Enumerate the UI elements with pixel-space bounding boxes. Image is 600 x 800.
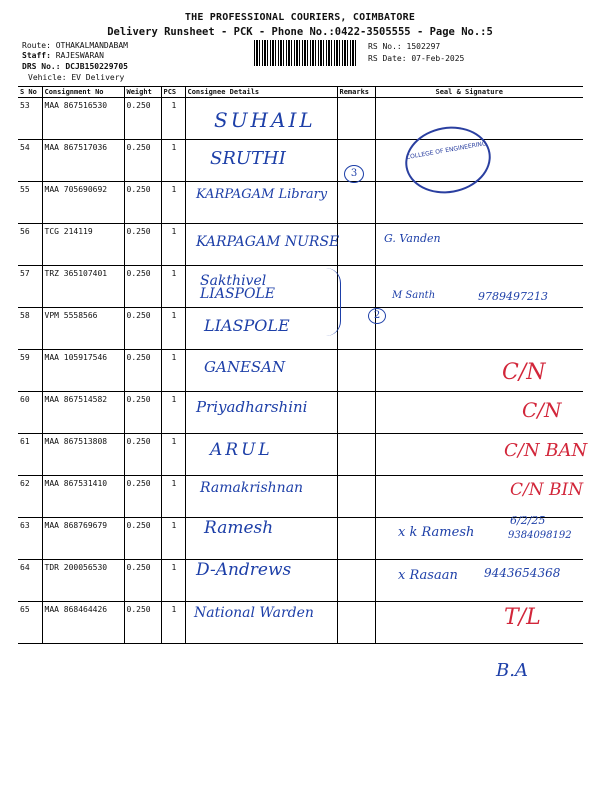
- grouping-bracket: [326, 268, 341, 336]
- sno-cell: 58: [18, 308, 42, 350]
- table-row: [18, 308, 583, 350]
- signature: x k Ramesh: [398, 525, 475, 540]
- consignee-handwriting: GANESAN: [204, 358, 286, 376]
- weight-cell: 0.250: [124, 308, 161, 350]
- sno-cell: 59: [18, 350, 42, 392]
- drs-label: DRS No.:: [22, 62, 61, 71]
- sno-cell: 65: [18, 602, 42, 644]
- sno-cell: 61: [18, 434, 42, 476]
- signature-cell: [375, 602, 583, 644]
- consignee-handwriting: KARPAGAM Library: [196, 187, 328, 202]
- sno-cell: 62: [18, 476, 42, 518]
- cn-mark: C/N BAN: [504, 440, 588, 461]
- cn-mark: C/N: [502, 360, 546, 385]
- remark-circle: 3: [344, 165, 364, 183]
- remarks-cell: [337, 392, 375, 434]
- sno-cell: 57: [18, 266, 42, 308]
- weight-cell: 0.250: [124, 266, 161, 308]
- remarks-cell: [337, 434, 375, 476]
- consignee-handwriting: D-Andrews: [196, 560, 292, 580]
- pcs-cell: 1: [161, 308, 185, 350]
- seal-text: COLLEGE OF ENGINEERING: [405, 140, 488, 162]
- sno-cell: 63: [18, 518, 42, 560]
- weight-cell: 0.250: [124, 476, 161, 518]
- footer-initials: B.A: [496, 660, 528, 681]
- pcs-cell: 1: [161, 98, 185, 140]
- pcs-cell: 1: [161, 518, 185, 560]
- signature: M Santh: [392, 290, 436, 301]
- consignment-cell: TCG 214119: [42, 224, 124, 266]
- consignee-handwriting: LIASPOLE: [204, 316, 290, 335]
- consignment-cell: MAA 705690692: [42, 182, 124, 224]
- weight-cell: 0.250: [124, 434, 161, 476]
- signature-cell: [375, 308, 583, 350]
- consignee-handwriting: Ramakrishnan: [200, 480, 304, 496]
- remarks-cell: [337, 224, 375, 266]
- col-header-pcs: PCS: [161, 87, 185, 98]
- weight-cell: 0.250: [124, 602, 161, 644]
- remark-circle: 2: [368, 308, 386, 324]
- remarks-cell: [337, 560, 375, 602]
- consignment-cell: MAA 105917546: [42, 350, 124, 392]
- sno-cell: 53: [18, 98, 42, 140]
- weight-cell: 0.250: [124, 182, 161, 224]
- pcs-cell: 1: [161, 602, 185, 644]
- remarks-cell: [337, 98, 375, 140]
- pcs-cell: 1: [161, 560, 185, 602]
- consignment-cell: TRZ 365107401: [42, 266, 124, 308]
- weight-cell: 0.250: [124, 518, 161, 560]
- pcs-cell: 1: [161, 434, 185, 476]
- consignment-cell: MAA 867531410: [42, 476, 124, 518]
- staff-line: [22, 51, 104, 60]
- consignment-cell: TDR 200056530: [42, 560, 124, 602]
- pcs-cell: 1: [161, 392, 185, 434]
- sno-cell: 56: [18, 224, 42, 266]
- consignee-handwriting: SRUTHI: [210, 148, 286, 169]
- runsheet-subtitle: Delivery Runsheet - PCK - Phone No.:0422-3505555 - Page No.:5: [107, 26, 493, 38]
- col-header-signature: Seal & Signature: [375, 87, 583, 98]
- col-header-sno: S No: [18, 87, 42, 98]
- consignee-handwriting: Ramesh: [204, 518, 274, 538]
- pcs-cell: 1: [161, 182, 185, 224]
- staff-value: RAJESWARAN: [55, 51, 104, 60]
- company-title: THE PROFESSIONAL COURIERS, COIMBATORE: [184, 12, 416, 23]
- consignment-cell: MAA 867517036: [42, 140, 124, 182]
- remarks-cell: [337, 476, 375, 518]
- signature-cell: [375, 182, 583, 224]
- table-row: [18, 434, 583, 476]
- staff-label: Staff:: [22, 51, 51, 60]
- signature-cell: [375, 98, 583, 140]
- consignee-handwriting: Priyadharshini: [196, 398, 308, 416]
- consignment-cell: MAA 868769679: [42, 518, 124, 560]
- weight-cell: 0.250: [124, 350, 161, 392]
- remarks-cell: [337, 350, 375, 392]
- rs-number: RS No.: 1502297: [368, 42, 441, 51]
- pcs-cell: 1: [161, 140, 185, 182]
- signature-date: 6/2/25: [510, 514, 546, 527]
- drs-line: [22, 62, 128, 71]
- cn-mark: C/N: [522, 398, 562, 422]
- weight-cell: 0.250: [124, 224, 161, 266]
- consignment-cell: MAA 867516530: [42, 98, 124, 140]
- col-header-remarks: Remarks: [337, 87, 375, 98]
- rs-date: RS Date: 07-Feb-2025: [368, 54, 465, 63]
- col-header-weight: Weight: [124, 87, 161, 98]
- signature-cell: [375, 350, 583, 392]
- consignee-handwriting: ARUL: [210, 440, 273, 460]
- cn-mark: C/N BIN: [510, 480, 584, 500]
- remarks-cell: [337, 182, 375, 224]
- vehicle-line: Vehicle: EV Delivery: [28, 73, 125, 82]
- sno-cell: 60: [18, 392, 42, 434]
- remarks-cell: [337, 602, 375, 644]
- consignee-handwriting: Sakthivel LIASPOLE: [200, 273, 275, 302]
- phone-number: 9384098192: [508, 530, 572, 541]
- weight-cell: 0.250: [124, 560, 161, 602]
- consignee-handwriting: KARPAGAM NURSE: [196, 234, 340, 250]
- remarks-cell: [337, 266, 375, 308]
- consignment-cell: MAA 867513808: [42, 434, 124, 476]
- signature: x Rasaan: [398, 568, 458, 583]
- consignment-cell: MAA 868464426: [42, 602, 124, 644]
- weight-cell: 0.250: [124, 392, 161, 434]
- consignee-handwriting: SUHAIL: [214, 108, 316, 132]
- route-line: Route: OTHAKALMANDABAM: [22, 41, 128, 50]
- col-header-consignee: Consignee Details: [185, 87, 337, 98]
- remarks-cell: [337, 518, 375, 560]
- runsheet-table: [18, 86, 583, 644]
- consignment-cell: VPM 5558566: [42, 308, 124, 350]
- pcs-cell: 1: [161, 476, 185, 518]
- weight-cell: 0.250: [124, 98, 161, 140]
- table-row: [18, 518, 583, 560]
- col-header-consignment: Consignment No: [42, 87, 124, 98]
- sno-cell: 55: [18, 182, 42, 224]
- drs-value: DCJB150229705: [65, 62, 128, 71]
- sno-cell: 54: [18, 140, 42, 182]
- phone-number: 9443654368: [484, 566, 561, 580]
- pcs-cell: 1: [161, 350, 185, 392]
- phone-number: 9789497213: [478, 290, 548, 303]
- tl-mark: T/L: [504, 605, 541, 630]
- pcs-cell: 1: [161, 266, 185, 308]
- pcs-cell: 1: [161, 224, 185, 266]
- barcode: [254, 40, 357, 66]
- weight-cell: 0.250: [124, 140, 161, 182]
- signature: G. Vanden: [384, 232, 441, 245]
- table-row: [18, 350, 583, 392]
- sno-cell: 64: [18, 560, 42, 602]
- table-row: [18, 140, 583, 182]
- table-header-row: [18, 87, 583, 98]
- consignment-cell: MAA 867514582: [42, 392, 124, 434]
- consignee-handwriting: National Warden: [194, 605, 314, 621]
